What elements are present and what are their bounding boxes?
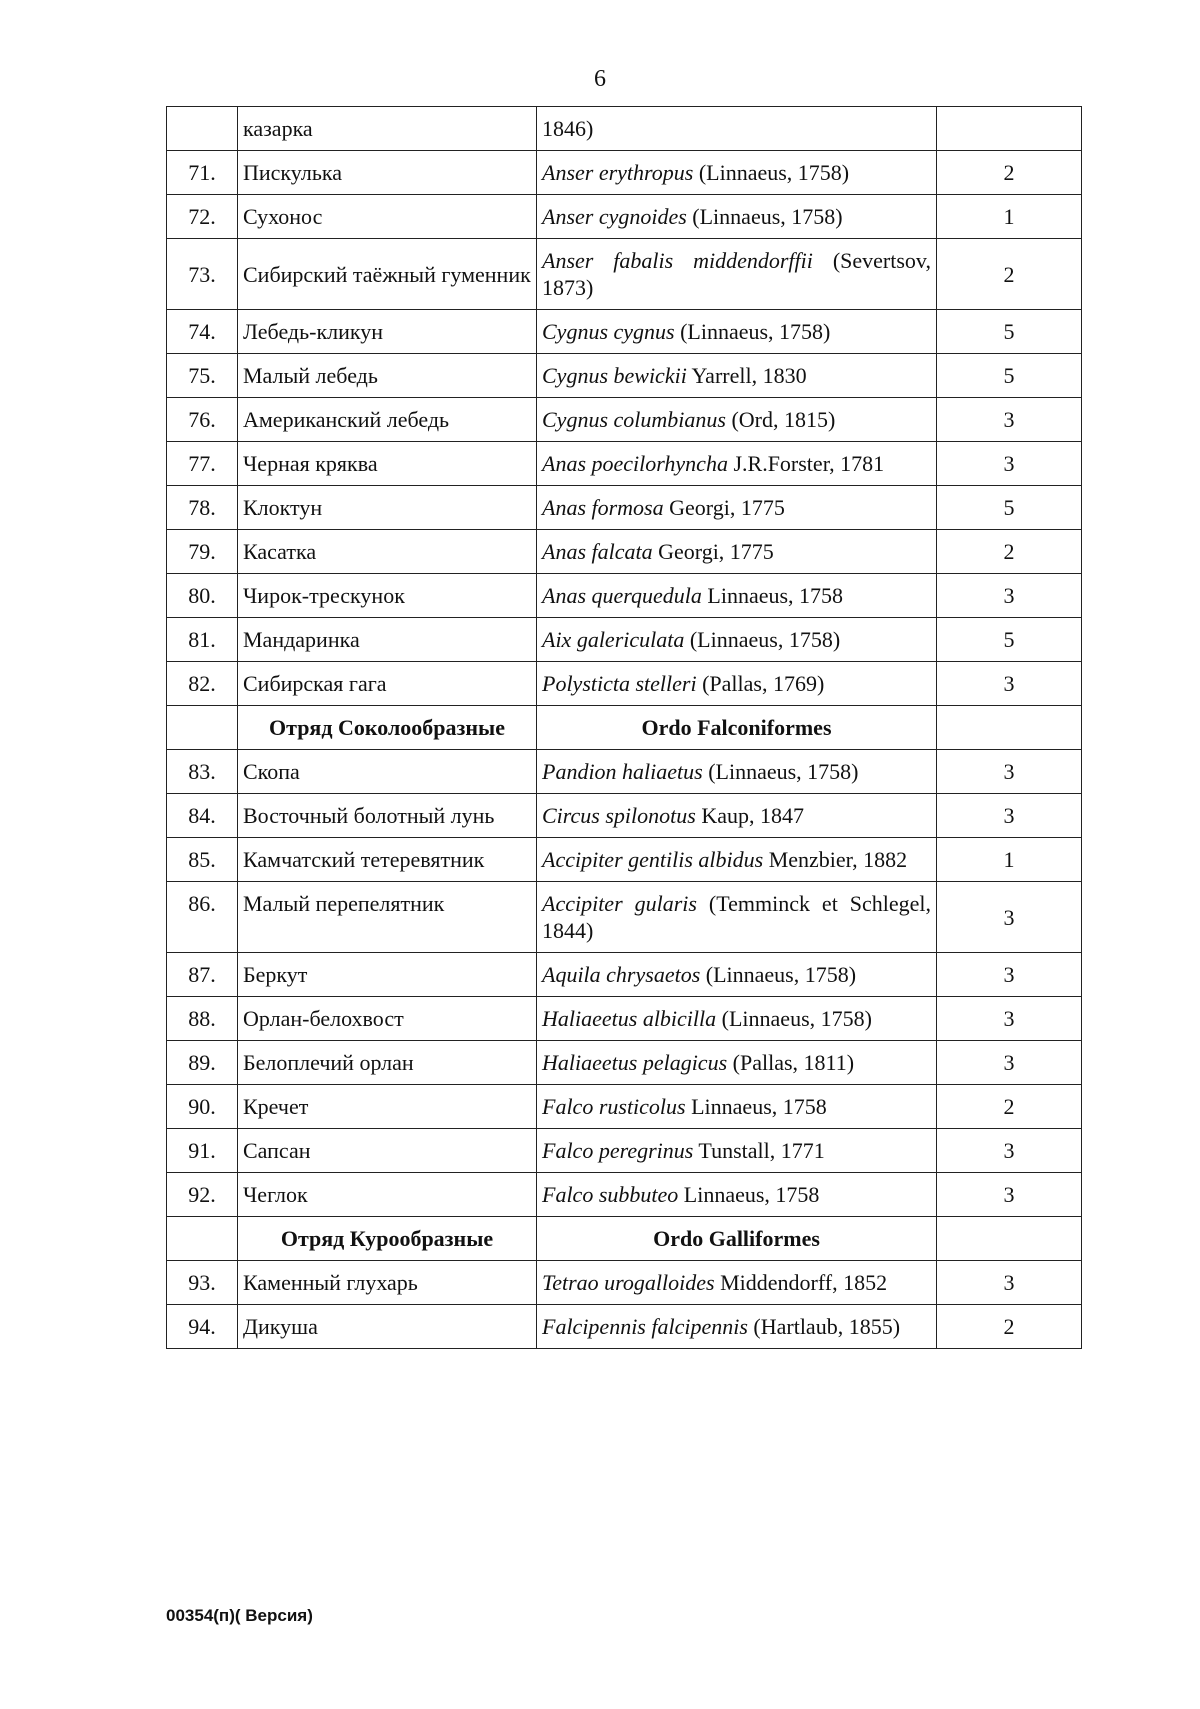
species-name-ru: Сапсан (238, 1129, 537, 1173)
category-cell (937, 706, 1082, 750)
author-citation: Georgi, 1775 (652, 539, 774, 564)
species-name-lat (537, 442, 937, 486)
table-row (167, 354, 1082, 398)
order-name-lat: Ordo Falconiformes (537, 706, 937, 750)
species-name-ru: Белоплечий орлан (238, 1041, 537, 1085)
species-name-ru: Американский лебедь (238, 398, 537, 442)
species-name-lat (537, 574, 937, 618)
table-row (167, 997, 1082, 1041)
table-row (167, 750, 1082, 794)
species-name-ru: Лебедь-кликун (238, 310, 537, 354)
category-cell: 3 (937, 882, 1082, 953)
row-number-cell: 77. (167, 442, 238, 486)
row-number-cell: 72. (167, 195, 238, 239)
author-citation: Middendorff, 1852 (714, 1270, 888, 1295)
row-number-cell: 87. (167, 953, 238, 997)
row-number-cell: 84. (167, 794, 238, 838)
species-name-lat (537, 151, 937, 195)
category-cell: 3 (937, 997, 1082, 1041)
species-name-lat (537, 239, 937, 310)
species-name-ru: Дикуша (238, 1305, 537, 1349)
table-row (167, 794, 1082, 838)
scientific-name: Pandion haliaetus (542, 759, 703, 784)
order-name-ru: Отряд Соколообразные (238, 706, 537, 750)
author-citation: (Severtsov, 1873) (542, 248, 931, 300)
species-name-ru: Чеглок (238, 1173, 537, 1217)
row-number-cell: 82. (167, 662, 238, 706)
order-name-lat: Ordo Galliformes (537, 1217, 937, 1261)
row-number-cell: 74. (167, 310, 238, 354)
category-cell (937, 1217, 1082, 1261)
category-cell: 3 (937, 398, 1082, 442)
author-citation: (Temminck et Schlegel, 1844) (542, 891, 931, 943)
scientific-name: Accipiter gentilis albidus (542, 847, 764, 872)
species-name-lat (537, 1261, 937, 1305)
species-name-ru: Пискулька (238, 151, 537, 195)
row-number-cell: 90. (167, 1085, 238, 1129)
species-name-ru: Камчатский тетеревятник (238, 838, 537, 882)
author-citation: (Pallas, 1769) (696, 671, 825, 696)
species-name-ru: Сибирский таёжный гуменник (238, 239, 537, 310)
table-row (167, 1129, 1082, 1173)
species-name-ru: Касатка (238, 530, 537, 574)
scientific-name: Cygnus bewickii (542, 363, 687, 388)
category-cell: 3 (937, 574, 1082, 618)
species-name-lat (537, 750, 937, 794)
author-citation: Linnaeus, 1758 (678, 1182, 820, 1207)
row-number-cell (167, 107, 238, 151)
species-table (166, 106, 1082, 1349)
species-name-ru: Восточный болотный лунь (238, 794, 537, 838)
species-name-lat (537, 618, 937, 662)
author-citation: Linnaeus, 1758 (685, 1094, 827, 1119)
category-cell: 3 (937, 1173, 1082, 1217)
species-name-ru: Чирок-трескунок (238, 574, 537, 618)
category-cell: 5 (937, 486, 1082, 530)
row-number-cell: 75. (167, 354, 238, 398)
species-name-ru: Сухонос (238, 195, 537, 239)
species-name-lat (537, 1041, 937, 1085)
row-number-cell: 81. (167, 618, 238, 662)
scientific-name: Anas poecilorhyncha (542, 451, 728, 476)
scientific-name: Falco rusticolus (542, 1094, 686, 1119)
category-cell: 3 (937, 953, 1082, 997)
species-name-lat (537, 997, 937, 1041)
species-name-lat (537, 354, 937, 398)
row-number-cell: 91. (167, 1129, 238, 1173)
author-citation: (Pallas, 1811) (727, 1050, 855, 1075)
species-name-ru: Сибирская гага (238, 662, 537, 706)
species-table-body (167, 107, 1082, 1349)
row-number-cell: 83. (167, 750, 238, 794)
species-table-container (166, 106, 1082, 1349)
species-name-ru: Клоктун (238, 486, 537, 530)
category-cell: 5 (937, 310, 1082, 354)
scientific-name: Falco subbuteo (542, 1182, 679, 1207)
scientific-name: Aquila chrysaetos (542, 962, 701, 987)
table-row (167, 310, 1082, 354)
species-name-lat (537, 398, 937, 442)
category-cell: 1 (937, 838, 1082, 882)
scientific-name: Circus spilonotus (542, 803, 696, 828)
author-citation: (Ord, 1815) (725, 407, 836, 432)
row-number-cell: 92. (167, 1173, 238, 1217)
row-number-cell: 93. (167, 1261, 238, 1305)
species-name-lat (537, 838, 937, 882)
author-citation: Georgi, 1775 (663, 495, 785, 520)
table-row (167, 530, 1082, 574)
scientific-name: Cygnus cygnus (542, 319, 675, 344)
scientific-name: Anas formosa (542, 495, 664, 520)
author-citation: (Linnaeus, 1758) (702, 759, 859, 784)
species-name-ru: Кречет (238, 1085, 537, 1129)
table-row (167, 107, 1082, 151)
table-row (167, 1261, 1082, 1305)
author-citation: (Linnaeus, 1758) (684, 627, 841, 652)
row-number-cell: 86. (167, 882, 238, 953)
table-row (167, 1173, 1082, 1217)
row-number-cell: 71. (167, 151, 238, 195)
scientific-name: Anser cygnoides (542, 204, 687, 229)
author-citation: (Linnaeus, 1758) (693, 160, 850, 185)
scientific-name: Accipiter gularis (542, 891, 697, 916)
scientific-name: Anser erythropus (542, 160, 694, 185)
table-row (167, 662, 1082, 706)
species-name-lat (537, 794, 937, 838)
scientific-name: Anser fabalis middendorffii (542, 248, 813, 273)
species-name-lat (537, 1173, 937, 1217)
table-row (167, 195, 1082, 239)
species-name-lat (537, 1305, 937, 1349)
row-number-cell (167, 1217, 238, 1261)
scientific-name: Haliaeetus albicilla (542, 1006, 717, 1031)
species-name-lat (537, 310, 937, 354)
page-number: 6 (594, 66, 606, 92)
author-citation: Menzbier, 1882 (763, 847, 908, 872)
row-number-cell: 80. (167, 574, 238, 618)
table-row (167, 1305, 1082, 1349)
category-cell: 3 (937, 442, 1082, 486)
order-header-row (167, 1217, 1082, 1261)
row-number-cell: 85. (167, 838, 238, 882)
species-name-lat (537, 486, 937, 530)
species-name-ru: Скопа (238, 750, 537, 794)
order-header-row (167, 706, 1082, 750)
category-cell: 3 (937, 1261, 1082, 1305)
category-cell (937, 107, 1082, 151)
document-code: 00354(п)( Версия) (166, 1606, 313, 1625)
author-citation: J.R.Forster, 1781 (727, 451, 885, 476)
scientific-name: Polysticta stelleri (542, 671, 697, 696)
category-cell: 2 (937, 239, 1082, 310)
species-name-lat (537, 195, 937, 239)
row-number-cell: 76. (167, 398, 238, 442)
table-row (167, 239, 1082, 310)
species-name-ru: Малый лебедь (238, 354, 537, 398)
table-row (167, 1041, 1082, 1085)
scientific-name: Falco peregrinus (542, 1138, 694, 1163)
author-citation: Tunstall, 1771 (693, 1138, 825, 1163)
category-cell: 2 (937, 151, 1082, 195)
table-row (167, 838, 1082, 882)
scientific-name: Aix galericulata (542, 627, 685, 652)
table-row (167, 882, 1082, 953)
table-row (167, 398, 1082, 442)
table-row (167, 486, 1082, 530)
row-number-cell: 73. (167, 239, 238, 310)
table-row (167, 151, 1082, 195)
species-name-lat (537, 1085, 937, 1129)
scientific-name: Haliaeetus pelagicus (542, 1050, 728, 1075)
species-name-lat (537, 107, 937, 151)
species-name-ru: Каменный глухарь (238, 1261, 537, 1305)
author-citation: 1846) (542, 116, 594, 141)
species-name-ru: Черная кряква (238, 442, 537, 486)
species-name-lat (537, 882, 937, 953)
category-cell: 2 (937, 1085, 1082, 1129)
species-name-lat (537, 530, 937, 574)
scientific-name: Falcipennis falcipennis (542, 1314, 748, 1339)
row-number-cell (167, 706, 238, 750)
row-number-cell: 79. (167, 530, 238, 574)
row-number-cell: 94. (167, 1305, 238, 1349)
author-citation: (Linnaeus, 1758) (686, 204, 843, 229)
table-row (167, 442, 1082, 486)
category-cell: 5 (937, 354, 1082, 398)
scientific-name: Tetrao urogalloides (542, 1270, 715, 1295)
row-number-cell: 89. (167, 1041, 238, 1085)
category-cell: 5 (937, 618, 1082, 662)
author-citation: (Linnaeus, 1758) (716, 1006, 872, 1031)
table-row (167, 618, 1082, 662)
author-citation: (Linnaeus, 1758) (700, 962, 857, 987)
author-citation: Yarrell, 1830 (686, 363, 807, 388)
species-name-ru: Орлан-белохвост (238, 997, 537, 1041)
species-name-ru: казарка (238, 107, 537, 151)
category-cell: 2 (937, 530, 1082, 574)
category-cell: 3 (937, 1129, 1082, 1173)
species-name-lat (537, 953, 937, 997)
category-cell: 3 (937, 750, 1082, 794)
species-name-lat (537, 662, 937, 706)
scientific-name: Anas querquedula (542, 583, 702, 608)
species-name-ru: Мандаринка (238, 618, 537, 662)
author-citation: Linnaeus, 1758 (701, 583, 844, 608)
table-row (167, 574, 1082, 618)
species-name-lat (537, 1129, 937, 1173)
scientific-name: Cygnus columbianus (542, 407, 726, 432)
author-citation: (Linnaeus, 1758) (674, 319, 831, 344)
category-cell: 1 (937, 195, 1082, 239)
scientific-name: Anas falcata (542, 539, 653, 564)
row-number-cell: 88. (167, 997, 238, 1041)
author-citation: (Hartlaub, 1855) (747, 1314, 901, 1339)
species-name-ru: Беркут (238, 953, 537, 997)
author-citation: Kaup, 1847 (695, 803, 804, 828)
table-row (167, 1085, 1082, 1129)
category-cell: 3 (937, 662, 1082, 706)
row-number-cell: 78. (167, 486, 238, 530)
order-name-ru: Отряд Курообразные (238, 1217, 537, 1261)
species-name-ru: Малый перепелятник (238, 882, 537, 953)
category-cell: 3 (937, 794, 1082, 838)
category-cell: 3 (937, 1041, 1082, 1085)
category-cell: 2 (937, 1305, 1082, 1349)
table-row (167, 953, 1082, 997)
